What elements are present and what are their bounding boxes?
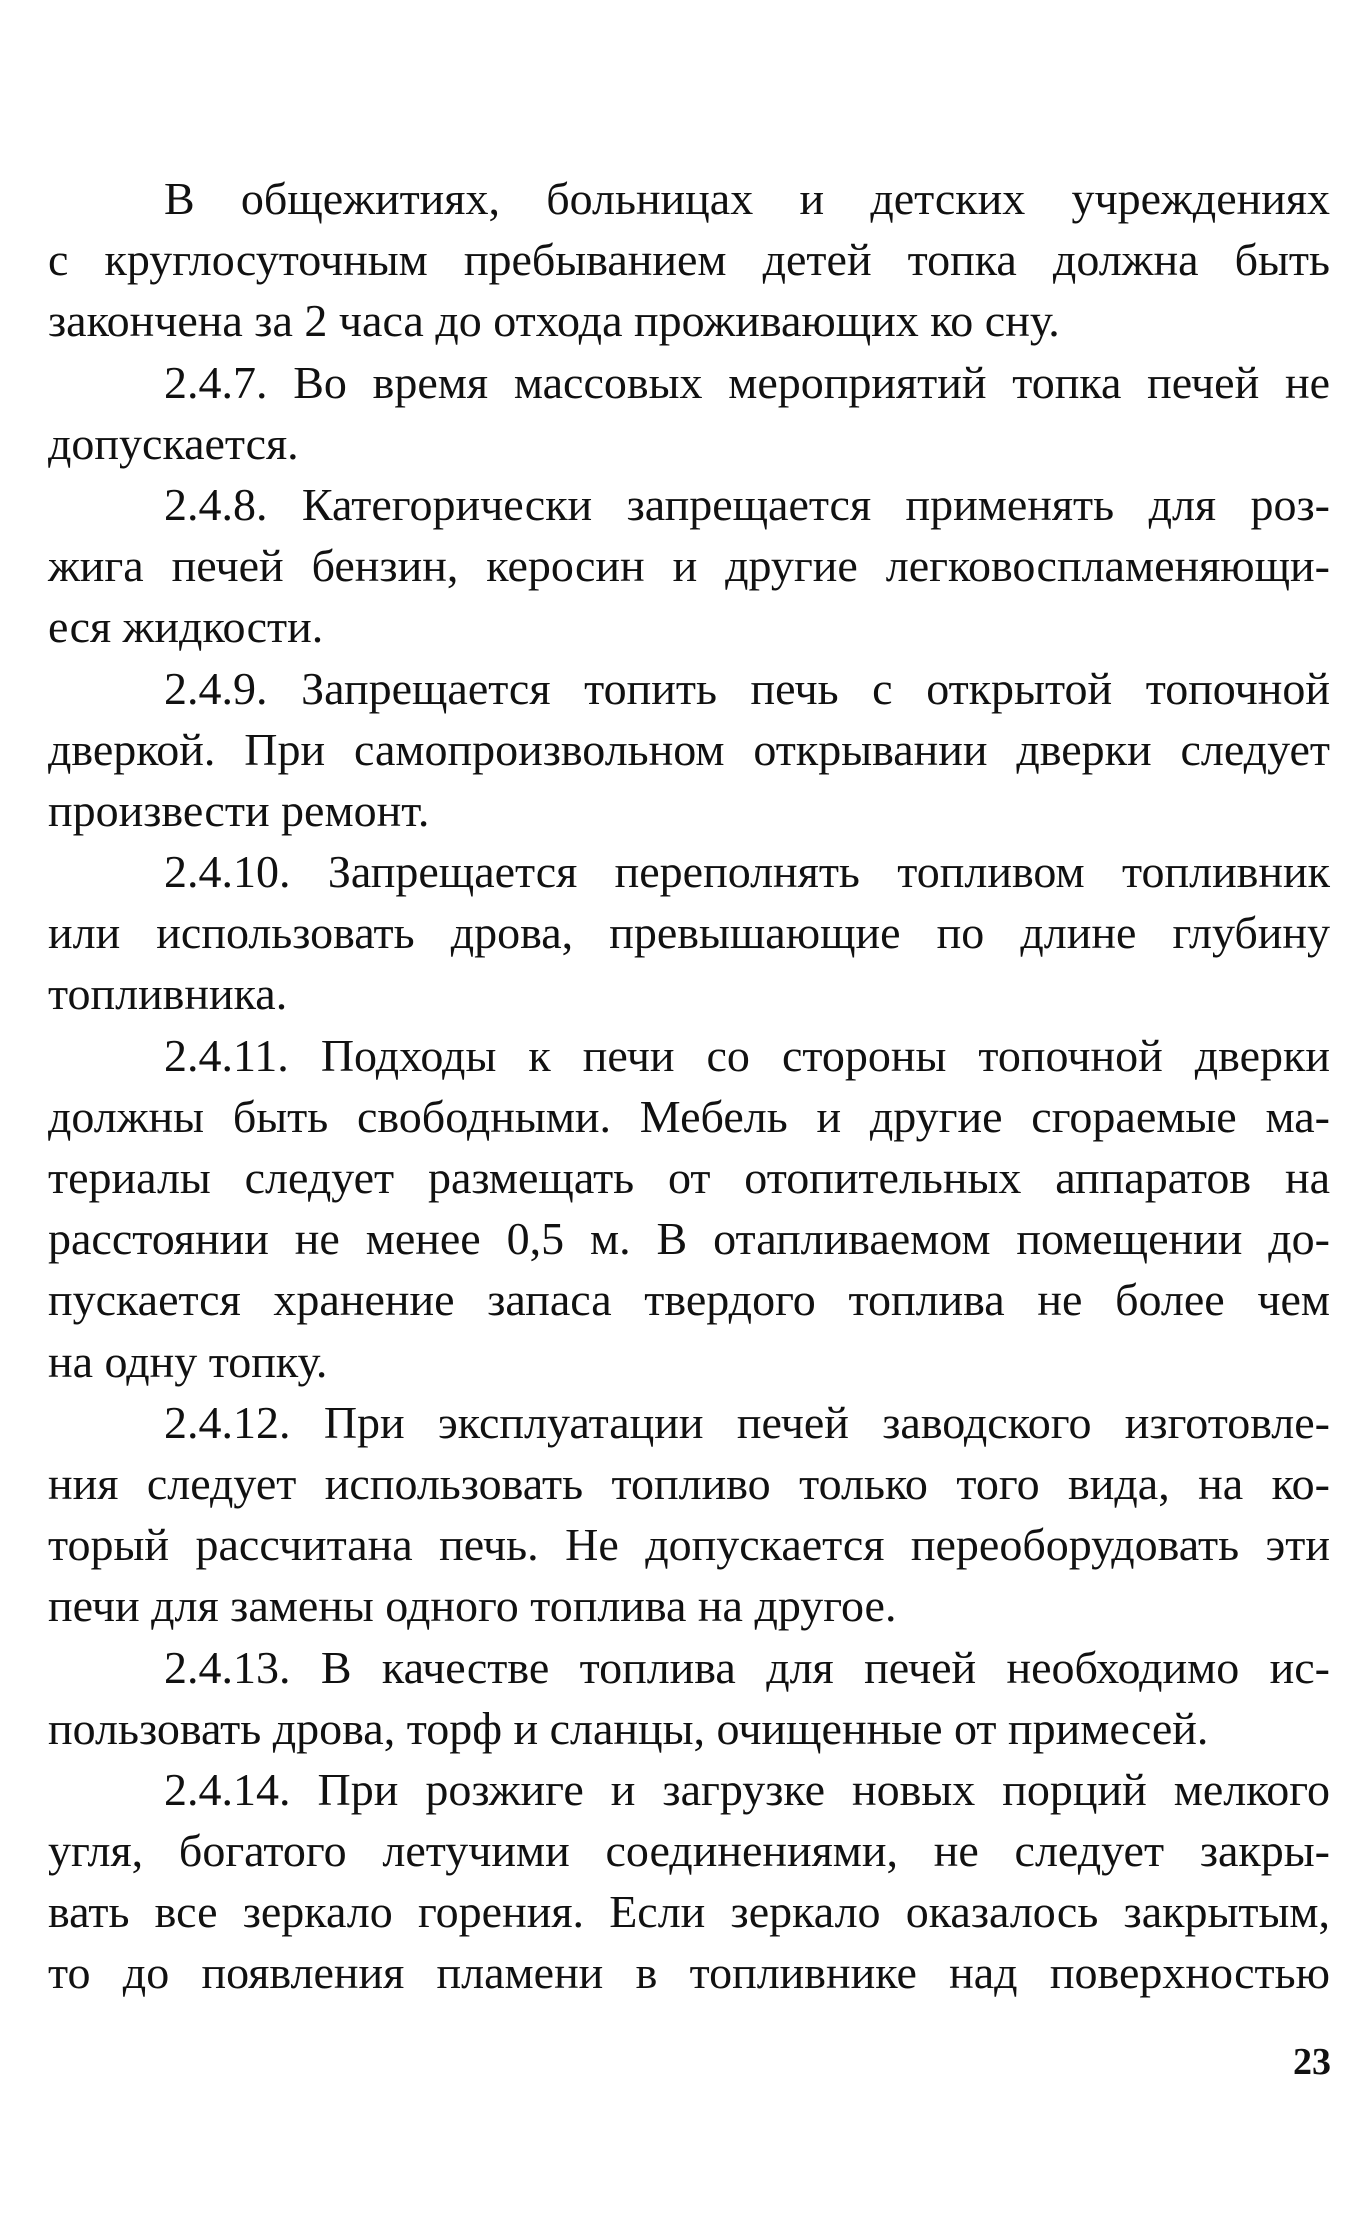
- text-line: угля, богатого летучими соединениями, не следует закры-: [48, 1825, 1330, 1877]
- text-line: териалы следует размещать от отопительных аппаратов на: [48, 1152, 1330, 1203]
- text-line: вать все зеркало горения. Если зеркало оказалось закрытым,: [48, 1886, 1330, 1938]
- text-line: пускается хранение запаса твердого топлива не более чем: [48, 1274, 1330, 1326]
- text-line: расстоянии не менее 0,5 м. В отапливаемом помещении до-: [48, 1213, 1330, 1265]
- text-line: ния следует использовать топливо только того вида, на ко-: [48, 1457, 1330, 1509]
- text-line: топливника.: [48, 968, 288, 1020]
- page-number: 23: [1293, 2041, 1331, 2083]
- text-line: торый рассчитана печь. Не допускается переоборудовать эти: [48, 1519, 1330, 1571]
- text-line: закончена за 2 часа до отхода проживающих ко сну.: [48, 295, 1060, 347]
- text-line: на одну топку.: [48, 1335, 328, 1387]
- paragraph: [48, 352, 1330, 474]
- text-line: с круглосуточным пребыванием детей топка должна быть: [48, 234, 1330, 286]
- text-line: пользовать дрова, торф и сланцы, очищенные от примесей.: [48, 1702, 1209, 1754]
- paragraph: [48, 841, 1330, 1025]
- body-text: [48, 168, 1330, 2004]
- text-line: то до появления пламени в топливнике над поверхностью: [48, 1947, 1330, 1999]
- text-line: 2.4.14. При розжиге и загрузке новых порций мелкого: [164, 1763, 1330, 1815]
- text-line: или использовать дрова, превышающие по длине глубину: [48, 907, 1330, 959]
- text-line: 2.4.8. Категорически запрещается применять для роз-: [164, 478, 1330, 530]
- paragraph: [48, 474, 1330, 658]
- text-line: 2.4.7. Во время массовых мероприятий топка печей не: [164, 356, 1330, 408]
- text-line: допускается.: [48, 417, 299, 469]
- text-line: жига печей бензин, керосин и другие легковоспламеняющи-: [48, 540, 1330, 592]
- text-line: должны быть свободными. Мебель и другие сгораемые ма-: [48, 1090, 1330, 1142]
- text-line: еся жидкости.: [48, 601, 324, 653]
- paragraph: [48, 658, 1330, 842]
- text-line: В общежитиях, больницах и детских учреждениях: [164, 173, 1330, 224]
- paragraph: [48, 1637, 1330, 1759]
- text-line: 2.4.13. В качестве топлива для печей необходимо ис-: [164, 1641, 1330, 1693]
- text-line: 2.4.10. Запрещается переполнять топливом топливник: [164, 846, 1330, 898]
- text-line: 2.4.11. Подходы к печи со стороны топочной дверки: [164, 1029, 1330, 1081]
- text-line: произвести ремонт.: [48, 784, 430, 836]
- text-line: печи для замены одного топлива на другое.: [48, 1580, 897, 1632]
- paragraph: [48, 168, 1330, 352]
- paragraph: [48, 1392, 1330, 1637]
- text-line: дверкой. При самопроизвольном открывании дверки следует: [48, 723, 1330, 775]
- text-line: 2.4.12. При эксплуатации печей заводского изготовле-: [164, 1396, 1330, 1448]
- paragraph: [48, 1759, 1330, 2004]
- text-line: 2.4.9. Запрещается топить печь с открытой топочной: [164, 662, 1330, 714]
- paragraph: [48, 1025, 1330, 1392]
